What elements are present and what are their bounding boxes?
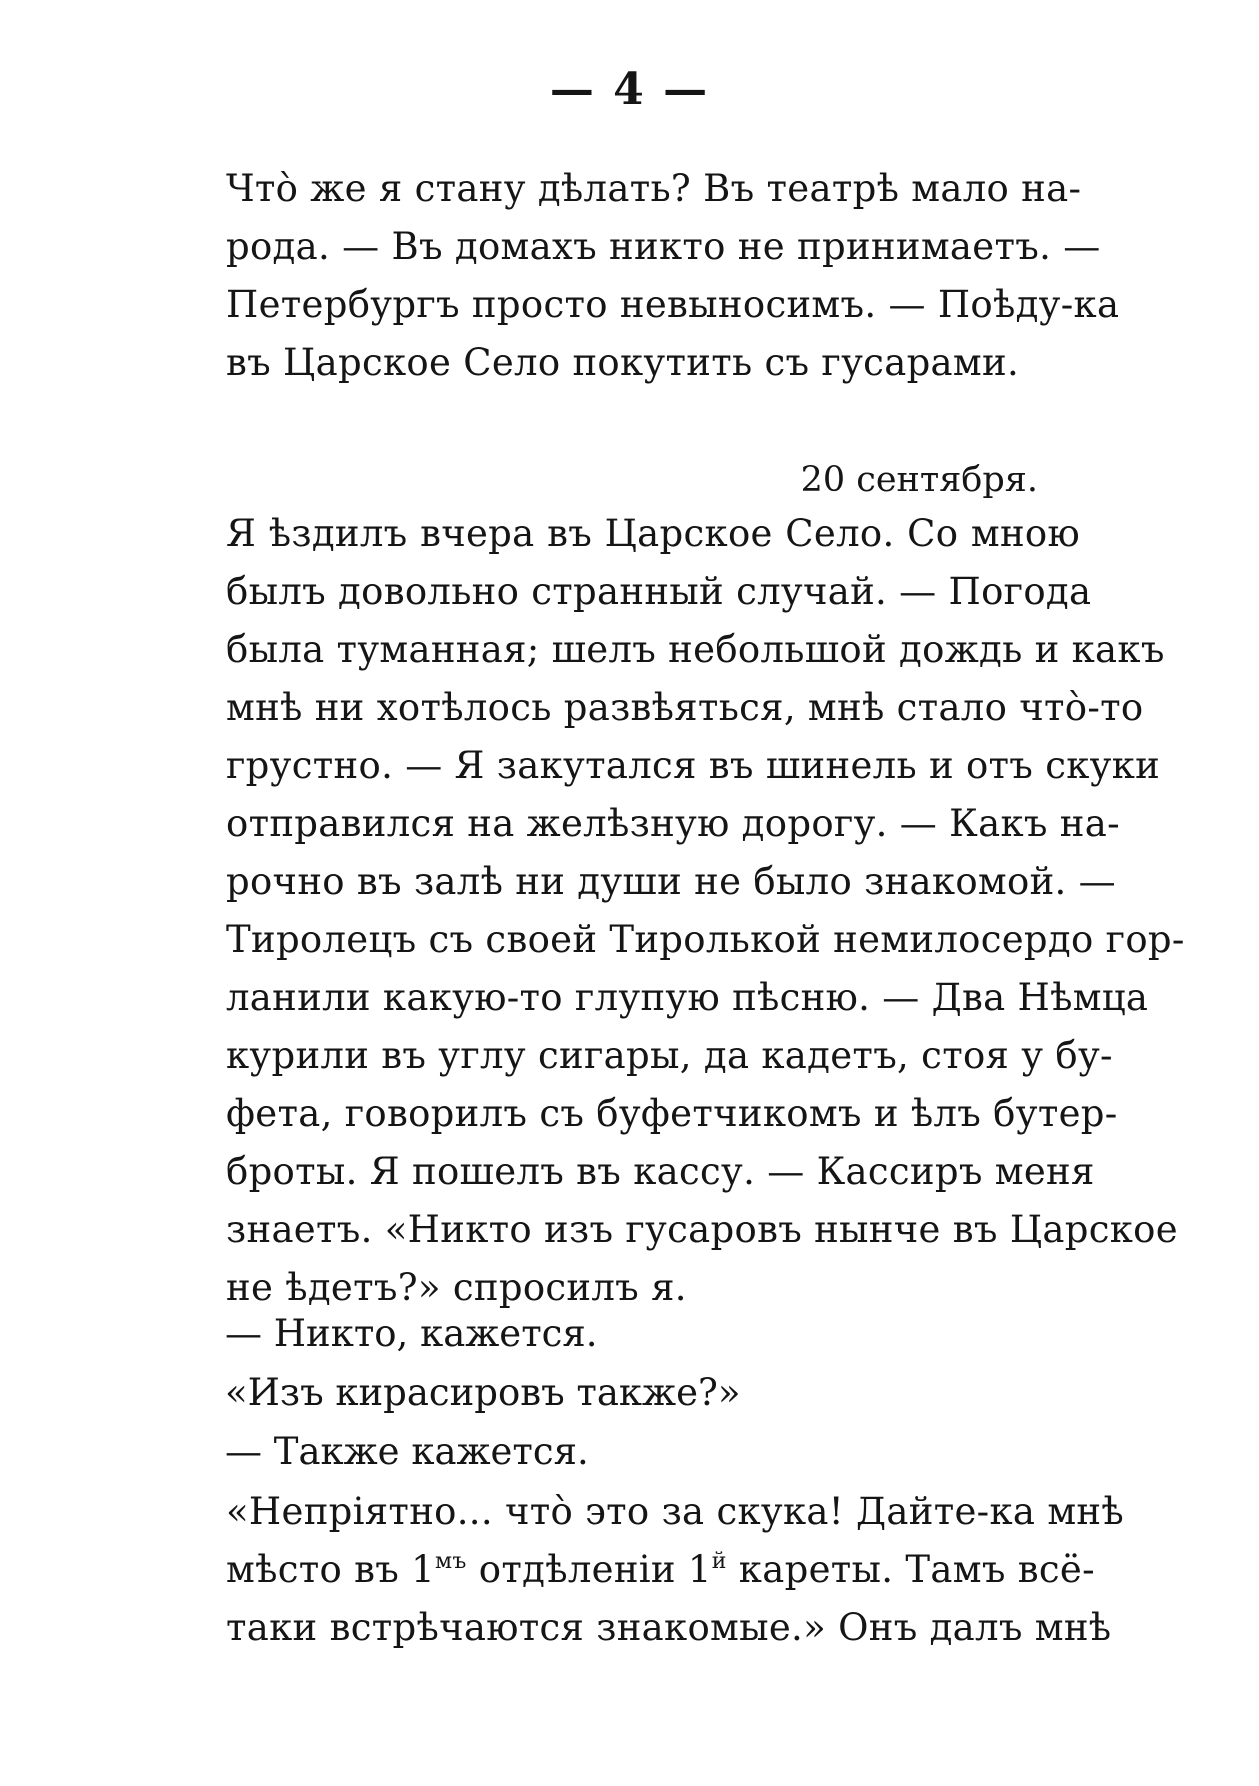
text-line: не ѣдетъ?» спросилъ я. [226,1266,687,1309]
text-line: таки встрѣчаются знакомые.» Онъ далъ мнѣ [226,1606,1112,1649]
dialogue-line: — Никто, кажется. [225,1312,598,1355]
text-line: грустно. — Я закутался въ шинель и отъ скуки [226,744,1161,787]
text-line: мнѣ ни хотѣлось развѣяться, мнѣ стало что̀-то [226,686,1144,729]
text-line: Я ѣздилъ вчера въ Царское Село. Со мною [226,512,1080,555]
text-line: броты. Я пошелъ въ кассу. — Кассиръ меня [226,1150,1095,1193]
text-line: была туманная; шелъ небольшой дождь и какъ [226,628,1165,671]
text-line: въ Царское Село покутить съ гусарами. [226,341,1020,384]
ordinal-suffix: й [711,1549,727,1574]
text-line: Тиролецъ съ своей Тиролькой немилосердо гор- [226,918,1185,961]
text-line-with-superscripts [178,1541,1095,1599]
paragraph-2 [178,505,1185,1317]
text-line: рода. — Въ домахъ никто не принимаетъ. — [226,225,1101,268]
text-line: ланили какую-то глупую пѣсню. — Два Нѣмца [226,976,1149,1019]
text-line: «Непріятно... что̀ это за скука! Дайте-ка мнѣ [226,1490,1124,1533]
dialogue-line: — Также кажется. [225,1430,589,1473]
text-line: былъ довольно странный случай. — Погода [226,570,1092,613]
text-line: знаетъ. «Никто изъ гусаровъ нынче въ Царское [226,1208,1178,1251]
text-line: фета, говорилъ съ буфетчикомъ и ѣлъ бутер- [226,1092,1118,1135]
text-line: отправился на желѣзную дорогу. — Какъ на- [226,802,1120,845]
paragraph-1 [178,160,1120,392]
text-fragment: отдѣленіи 1 [466,1548,712,1591]
text-fragment: мѣсто въ 1 [226,1548,435,1591]
diary-date: 20 сентября. [800,460,1038,500]
ordinal-suffix: мъ [435,1549,467,1574]
text-line: рочно въ залѣ ни души не было знакомой. — [226,860,1116,903]
text-line: курили въ углу сигары, да кадетъ, стоя у бу- [226,1034,1113,1077]
dialogue-line: «Изъ кирасировъ также?» [225,1371,741,1414]
text-line: Петербургъ просто невыносимъ. — Поѣду-ка [226,283,1120,326]
text-fragment: кареты. Тамъ всё- [726,1548,1095,1591]
text-line: Что̀ же я стану дѣлать? Въ театрѣ мало на- [226,167,1082,210]
paragraph-3 [178,1483,1124,1657]
page-number: — 4 — [549,64,710,115]
